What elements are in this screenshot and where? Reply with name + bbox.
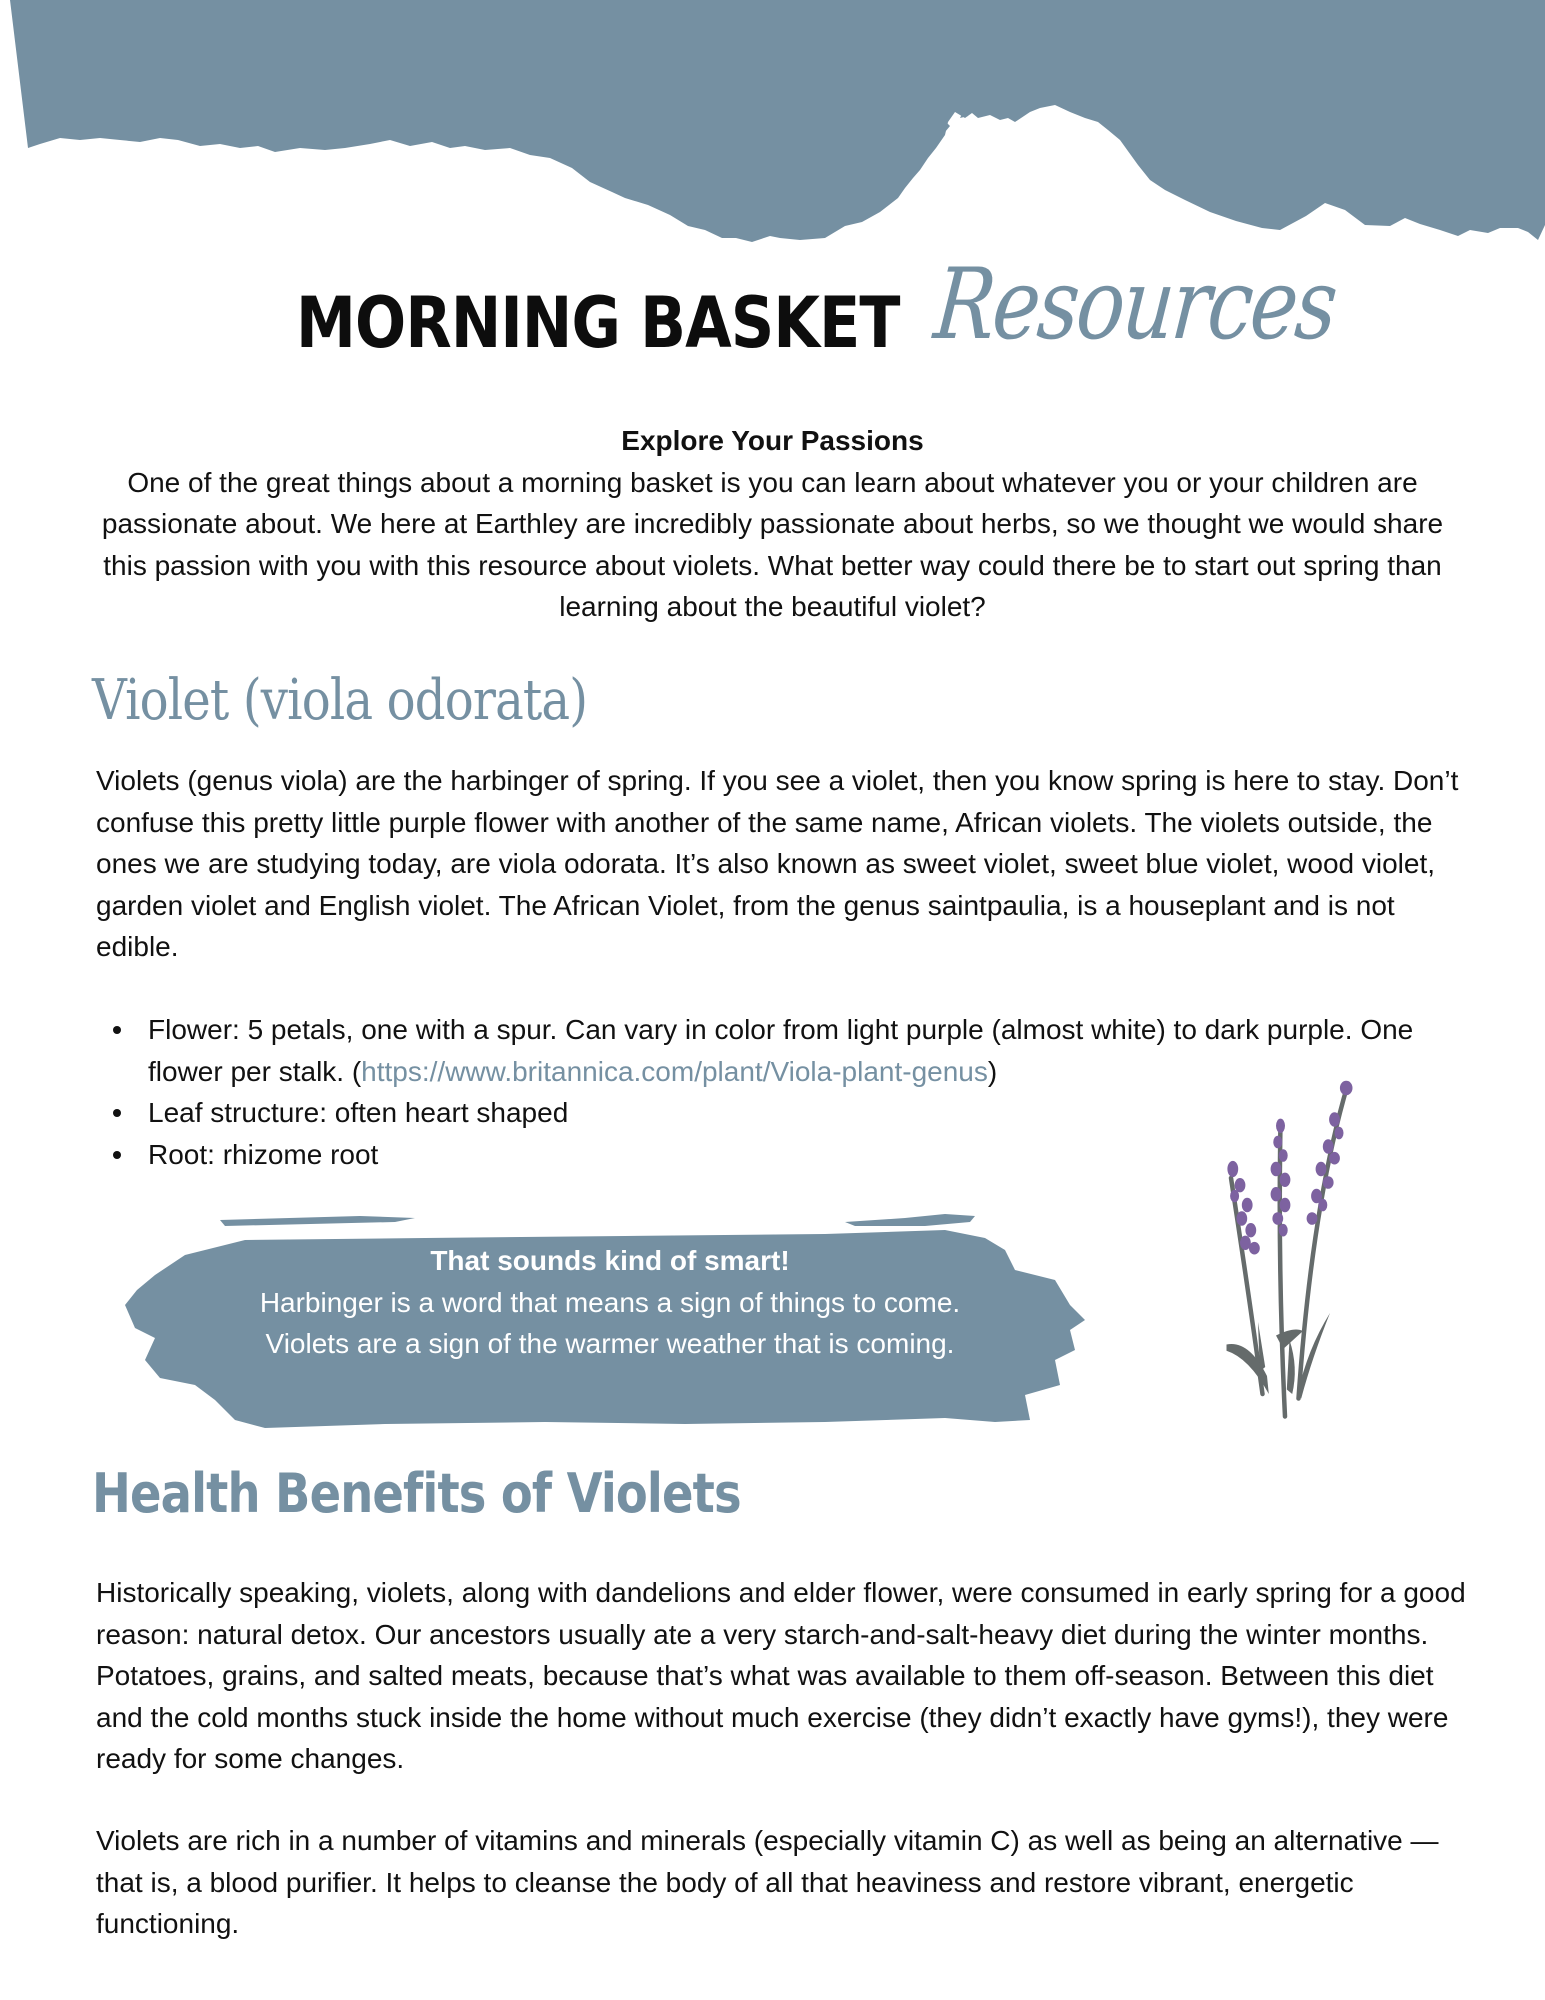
bullet-text: Leaf structure: often heart shaped (148, 1097, 569, 1128)
bullet-text: Flower: 5 petals, one with a spur. Can vary in color from light purple (almost white) to dark purple. One flower per stalk. ( (148, 1014, 1414, 1087)
callout-body: Harbinger is a word that means a sign of things to come. Violets are a sign of the warmer weather that is coming. (259, 1286, 961, 1359)
intro-heading: Explore Your Passions (621, 425, 924, 456)
britannica-link[interactable]: https://www.britannica.com/plant/Viola-plant-genus (361, 1055, 988, 1087)
intro-section (90, 420, 1455, 628)
page-title (0, 248, 1545, 388)
title-main-text: MORNING BASKET (296, 282, 900, 364)
title-script-text: Resources (930, 248, 1340, 362)
header-torn-banner (0, 0, 1545, 260)
callout-title: That sounds kind of smart! (430, 1245, 790, 1276)
health-paragraph-2: Violets are rich in a number of vitamins and minerals (especially vitamin C) as well as being an alternative — that is, a blood purifier. It helps to cleanse the body of all that heaviness and restore vibrant, energetic functioning. (96, 1825, 1439, 1939)
bullet-text: Root: rhizome root (148, 1138, 379, 1170)
lavender-illustration-icon (1195, 1060, 1375, 1440)
section-heading-violet: Violet (viola odorata) (92, 668, 588, 733)
callout-box (230, 1240, 990, 1365)
section-heading-health: Health Benefits of Violets (92, 1462, 741, 1525)
health-paragraph-1: Historically speaking, violets, along with dandelions and elder flower, were consumed in early spring for a good reason: natural detox. Our ancestors usually ate a very starch-and-salt-heavy diet during the winter months. Potatoes, grains, and salted meats, because that’s what was available to them off-season. Between this diet and the cold months stuck inside the home without much exercise (they didn’t exactly have gyms!), they were ready for some changes. (96, 1577, 1466, 1774)
violet-paragraph: Violets (genus viola) are the harbinger of spring. If you see a violet, then you know spring is here to stay. Don’t confuse this pretty little purple flower with another of the same name, African violets. The violets outside, the ones we are studying today, are viola odorata. It’s also known as sweet violet, sweet blue violet, wood violet, garden violet and English violet. The African Violet, from the genus saintpaulia, is a houseplant and is not edible. (96, 765, 1459, 962)
bullet-text-after: ) (987, 1055, 998, 1087)
intro-body: One of the great things about a morning basket is you can learn about whatever you or your children are passionate about. We here at Earthley are incredibly passionate about herbs, so we thought we would share this passion with you with this resource about violets. What better way could there be to start out spring than learning about the beautiful violet? (101, 466, 1444, 622)
